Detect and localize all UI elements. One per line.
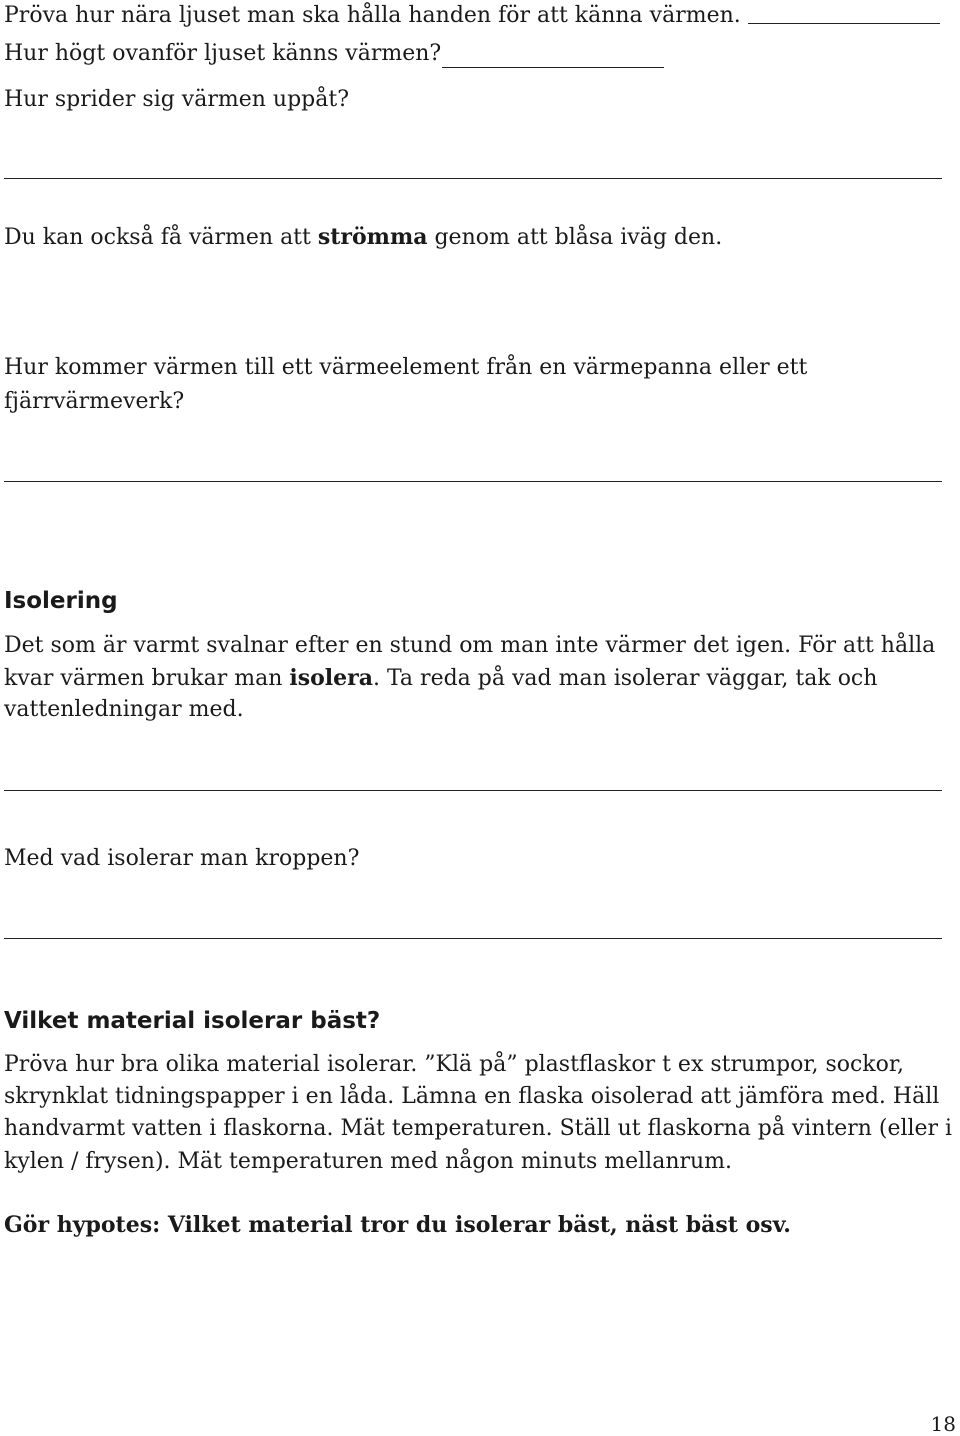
isolering-text-bold: isolera	[289, 665, 373, 691]
answer-line-heat-spread[interactable]	[4, 178, 942, 179]
heading-isolering: Isolering	[4, 588, 118, 614]
text-line-heat-spread: Hur sprider sig värmen uppåt?	[4, 87, 349, 112]
answer-line-body-question[interactable]	[4, 938, 942, 939]
hypothesis-text: Gör hypotes: Vilket material tror du isolerar bäst, näst bäst osv.	[4, 1212, 791, 1238]
answer-line-heat-height[interactable]	[442, 67, 664, 68]
text-line-material-3: handvarmt vatten i flaskorna. Mät temperaturen. Ställ ut flaskorna på vintern (eller i	[4, 1116, 952, 1141]
text-line-heating-1: Hur kommer värmen till ett värmeelement från en värmepanna eller ett	[4, 355, 808, 380]
text-line-heat-height: Hur högt ovanför ljuset känns värmen?	[4, 41, 442, 66]
isolering-text-post: . Ta reda på vad man isolerar väggar, tak och	[372, 666, 878, 691]
text-line-isolering-2	[4, 662, 877, 695]
answer-line-heating[interactable]	[4, 481, 942, 482]
stream-text-pre: Du kan också få värmen att	[4, 225, 318, 250]
text-line-hand-distance: Pröva hur nära ljuset man ska hålla handen för att känna värmen.	[4, 3, 741, 28]
stream-text-bold: strömma	[317, 224, 428, 250]
isolering-text-pre: kvar värmen brukar man	[4, 666, 290, 691]
answer-line-isolering[interactable]	[4, 790, 942, 791]
text-line-stream	[4, 221, 722, 254]
text-line-isolering-1: Det som är varmt svalnar efter en stund om man inte värmer det igen. För att hålla	[4, 633, 936, 658]
text-line-material-4: kylen / frysen). Mät temperaturen med någon minuts mellanrum.	[4, 1149, 733, 1174]
text-line-heating-2: fjärrvärmeverk?	[4, 389, 185, 414]
text-line-hypothesis	[4, 1209, 791, 1242]
text-line-isolering-3: vattenledningar med.	[4, 697, 244, 722]
heading-material: Vilket material isolerar bäst?	[4, 1008, 381, 1034]
text-line-material-2: skrynklat tidningspapper i en låda. Lämna en flaska oisolerad att jämföra med. Häll	[4, 1084, 940, 1109]
page-number: 18	[930, 1412, 956, 1436]
answer-line-hand-distance[interactable]	[748, 23, 940, 24]
stream-text-post: genom att blåsa iväg den.	[427, 225, 723, 250]
text-line-material-1: Pröva hur bra olika material isolerar. ”Klä på” plastflaskor t ex strumpor, sockor,	[4, 1052, 904, 1077]
text-line-body-question: Med vad isolerar man kroppen?	[4, 846, 360, 871]
